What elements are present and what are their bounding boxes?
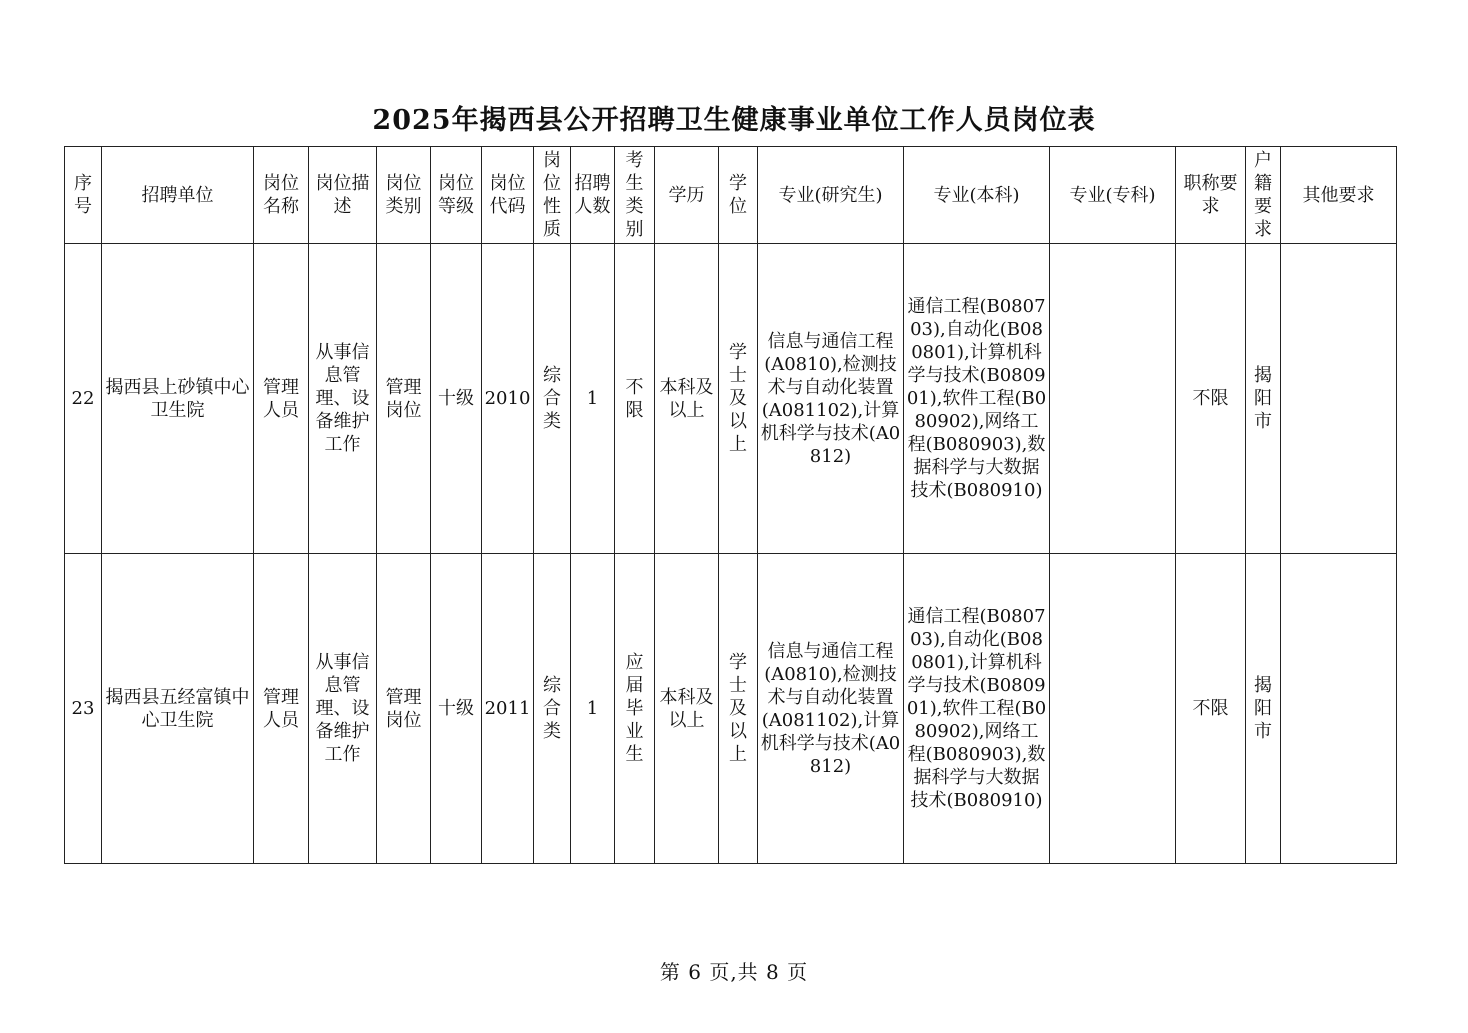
cell-seq: 23 bbox=[65, 554, 102, 864]
cell-seq: 22 bbox=[65, 244, 102, 554]
header-candidate-type: 考生类别 bbox=[615, 147, 655, 244]
table-header-row bbox=[65, 147, 1397, 244]
cell-unit: 揭西县上砂镇中心卫生院 bbox=[102, 244, 254, 554]
cell-hukou-req: 揭阳市 bbox=[1246, 554, 1281, 864]
header-degree: 学位 bbox=[719, 147, 758, 244]
cell-other-req bbox=[1281, 554, 1397, 864]
cell-other-req bbox=[1281, 244, 1397, 554]
cell-candidate-type: 应届毕业生 bbox=[615, 554, 655, 864]
cell-major-college bbox=[1050, 244, 1176, 554]
header-title-req: 职称要求 bbox=[1176, 147, 1246, 244]
header-seq: 序号 bbox=[65, 147, 102, 244]
cell-major-grad: 信息与通信工程(A0810),检测技术与自动化装置(A081102),计算机科学与技术(A0812) bbox=[758, 554, 904, 864]
cell-candidate-type: 不限 bbox=[615, 244, 655, 554]
header-post-code: 岗位代码 bbox=[482, 147, 534, 244]
page-number: 第 6 页,共 8 页 bbox=[659, 960, 809, 984]
cell-major-college bbox=[1050, 554, 1176, 864]
cell-education: 本科及以上 bbox=[655, 244, 719, 554]
cell-post-name: 管理人员 bbox=[254, 244, 309, 554]
header-headcount: 招聘人数 bbox=[571, 147, 615, 244]
cell-major-grad: 信息与通信工程(A0810),检测技术与自动化装置(A081102),计算机科学与技术(A0812) bbox=[758, 244, 904, 554]
cell-post-nature: 综合类 bbox=[534, 554, 571, 864]
cell-post-name: 管理人员 bbox=[254, 554, 309, 864]
cell-unit: 揭西县五经富镇中心卫生院 bbox=[102, 554, 254, 864]
cell-post-code: 2010 bbox=[482, 244, 534, 554]
header-major-college: 专业(专科) bbox=[1050, 147, 1176, 244]
cell-degree: 学士及以上 bbox=[719, 554, 758, 864]
page-title: 2025年揭西县公开招聘卫生健康事业单位工作人员岗位表 bbox=[372, 105, 1096, 136]
cell-post-category: 管理岗位 bbox=[377, 244, 431, 554]
cell-major-bachelor: 通信工程(B080703),自动化(B080801),计算机科学与技术(B080901),软件工程(B080902),网络工程(B080903),数据科学与大数据技术(B080910) bbox=[904, 554, 1050, 864]
header-post-level: 岗位等级 bbox=[431, 147, 482, 244]
cell-post-nature: 综合类 bbox=[534, 244, 571, 554]
header-hukou-req: 户籍要求 bbox=[1246, 147, 1281, 244]
cell-post-level: 十级 bbox=[431, 244, 482, 554]
header-major-grad: 专业(研究生) bbox=[758, 147, 904, 244]
positions-table bbox=[64, 146, 1397, 864]
header-other-req: 其他要求 bbox=[1281, 147, 1397, 244]
cell-headcount: 1 bbox=[571, 554, 615, 864]
table-row bbox=[65, 244, 1397, 554]
header-major-bachelor: 专业(本科) bbox=[904, 147, 1050, 244]
cell-education: 本科及以上 bbox=[655, 554, 719, 864]
header-unit: 招聘单位 bbox=[102, 147, 254, 244]
cell-post-level: 十级 bbox=[431, 554, 482, 864]
header-post-category: 岗位类别 bbox=[377, 147, 431, 244]
cell-title-req: 不限 bbox=[1176, 554, 1246, 864]
header-post-name: 岗位名称 bbox=[254, 147, 309, 244]
cell-post-category: 管理岗位 bbox=[377, 554, 431, 864]
cell-post-desc: 从事信息管理、设备维护工作 bbox=[309, 554, 377, 864]
cell-headcount: 1 bbox=[571, 244, 615, 554]
cell-post-desc: 从事信息管理、设备维护工作 bbox=[309, 244, 377, 554]
table-row bbox=[65, 554, 1397, 864]
cell-major-bachelor: 通信工程(B080703),自动化(B080801),计算机科学与技术(B080901),软件工程(B080902),网络工程(B080903),数据科学与大数据技术(B080910) bbox=[904, 244, 1050, 554]
header-post-desc: 岗位描述 bbox=[309, 147, 377, 244]
cell-post-code: 2011 bbox=[482, 554, 534, 864]
header-post-nature: 岗位性质 bbox=[534, 147, 571, 244]
header-education: 学历 bbox=[655, 147, 719, 244]
cell-hukou-req: 揭阳市 bbox=[1246, 244, 1281, 554]
cell-title-req: 不限 bbox=[1176, 244, 1246, 554]
cell-degree: 学士及以上 bbox=[719, 244, 758, 554]
